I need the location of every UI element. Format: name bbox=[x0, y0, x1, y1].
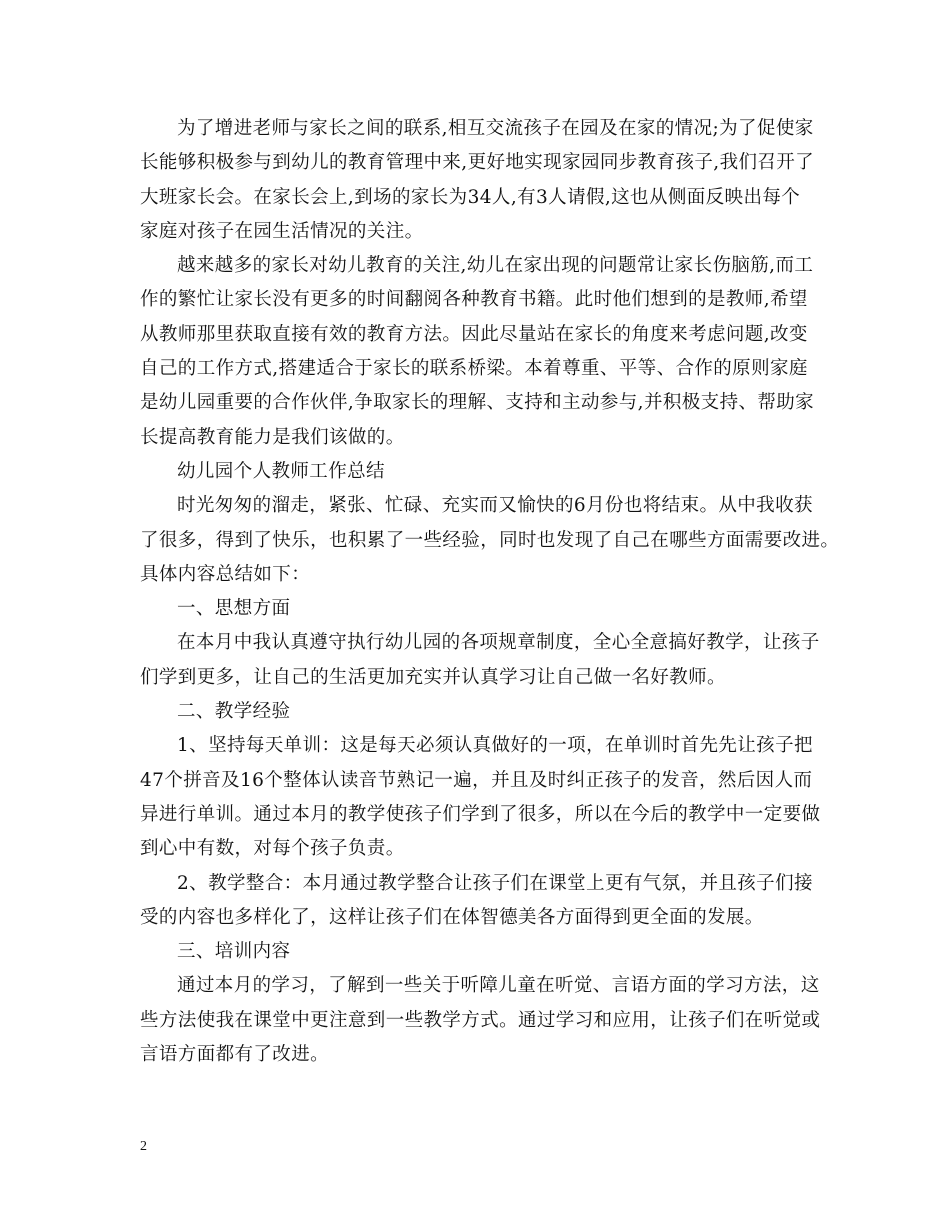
paragraph-line: 异进行单训。通过本月的教学使孩子们学到了很多，所以在今后的教学中一定要做 bbox=[140, 803, 821, 825]
section-heading: 三、培训内容 bbox=[177, 941, 291, 963]
paragraph-line: 1、坚持每天单训：这是每天必须认真做好的一项，在单训时首先先让孩子把 bbox=[177, 735, 813, 757]
paragraph-line: 大班家长会。在家长会上,到场的家长为34人,有3人请假,这也从侧面反映出每个 bbox=[140, 186, 801, 208]
section-heading: 二、教学经验 bbox=[177, 701, 291, 723]
paragraph-line: 自己的工作方式,搭建适合于家长的联系桥梁。本着尊重、平等、合作的原则家庭 bbox=[140, 358, 808, 380]
section-heading: 一、思想方面 bbox=[177, 598, 291, 620]
paragraph-line: 些方法使我在课堂中更注意到一些教学方式。通过学习和应用，让孩子们在听觉或 bbox=[140, 1009, 821, 1031]
page-number: 2 bbox=[140, 1139, 147, 1154]
paragraph-line: 越来越多的家长对幼儿教育的关注,幼儿在家出现的问题常让家长伤脑筋,而工 bbox=[177, 255, 814, 277]
paragraph-line: 受的内容也多样化了，这样让孩子们在体智德美各方面得到更全面的发展。 bbox=[140, 906, 764, 928]
paragraph-line: 为了增进老师与家长之间的联系,相互交流孩子在园及在家的情况;为了促使家 bbox=[177, 118, 814, 139]
paragraph-line: 言语方面都有了改进。 bbox=[140, 1044, 330, 1066]
paragraph-line: 了很多，得到了快乐，也积累了一些经验，同时也发现了自己在哪些方面需要改进。 bbox=[140, 529, 840, 551]
document-body bbox=[140, 112, 840, 1072]
paragraph-line: 们学到更多，让自己的生活更加充实并认真学习让自己做一名好教师。 bbox=[140, 666, 726, 688]
paragraph-line: 到心中有数，对每个孩子负责。 bbox=[140, 838, 405, 860]
paragraph-line: 家庭对孩子在园生活情况的关注。 bbox=[140, 220, 424, 242]
paragraph-line: 从教师那里获取直接有效的教育方法。因此尽量站在家长的角度来考虑问题,改变 bbox=[140, 323, 808, 345]
paragraph-line: 具体内容总结如下： bbox=[140, 563, 311, 585]
paragraph-line: 在本月中我认真遵守执行幼儿园的各项规章制度，全心全意搞好教学，让孩子 bbox=[177, 632, 820, 654]
paragraph-line: 长提高教育能力是我们该做的。 bbox=[140, 426, 405, 448]
paragraph-line: 47个拼音及16个整体认读音节熟记一遍，并且及时纠正孩子的发音，然后因人而 bbox=[140, 769, 813, 791]
section-title: 幼儿园个人教师工作总结 bbox=[177, 460, 385, 482]
paragraph-line: 2、教学整合：本月通过教学整合让孩子们在课堂上更有气氛，并且孩子们接 bbox=[177, 872, 813, 894]
paragraph-line: 长能够积极参与到幼儿的教育管理中来,更好地实现家园同步教育孩子,我们召开了 bbox=[140, 152, 815, 174]
paragraph-line: 作的繁忙让家长没有更多的时间翻阅各种教育书籍。此时他们想到的是教师,希望 bbox=[140, 289, 808, 311]
paragraph-line: 是幼儿园重要的合作伙伴,争取家长的理解、支持和主动参与,并积极支持、帮助家 bbox=[140, 392, 815, 414]
paragraph-line: 通过本月的学习，了解到一些关于听障儿童在听觉、言语方面的学习方法，这 bbox=[177, 975, 820, 997]
paragraph-line: 时光匆匆的溜走，紧张、忙碌、充实而又愉快的6月份也将结束。从中我收获 bbox=[177, 495, 813, 517]
